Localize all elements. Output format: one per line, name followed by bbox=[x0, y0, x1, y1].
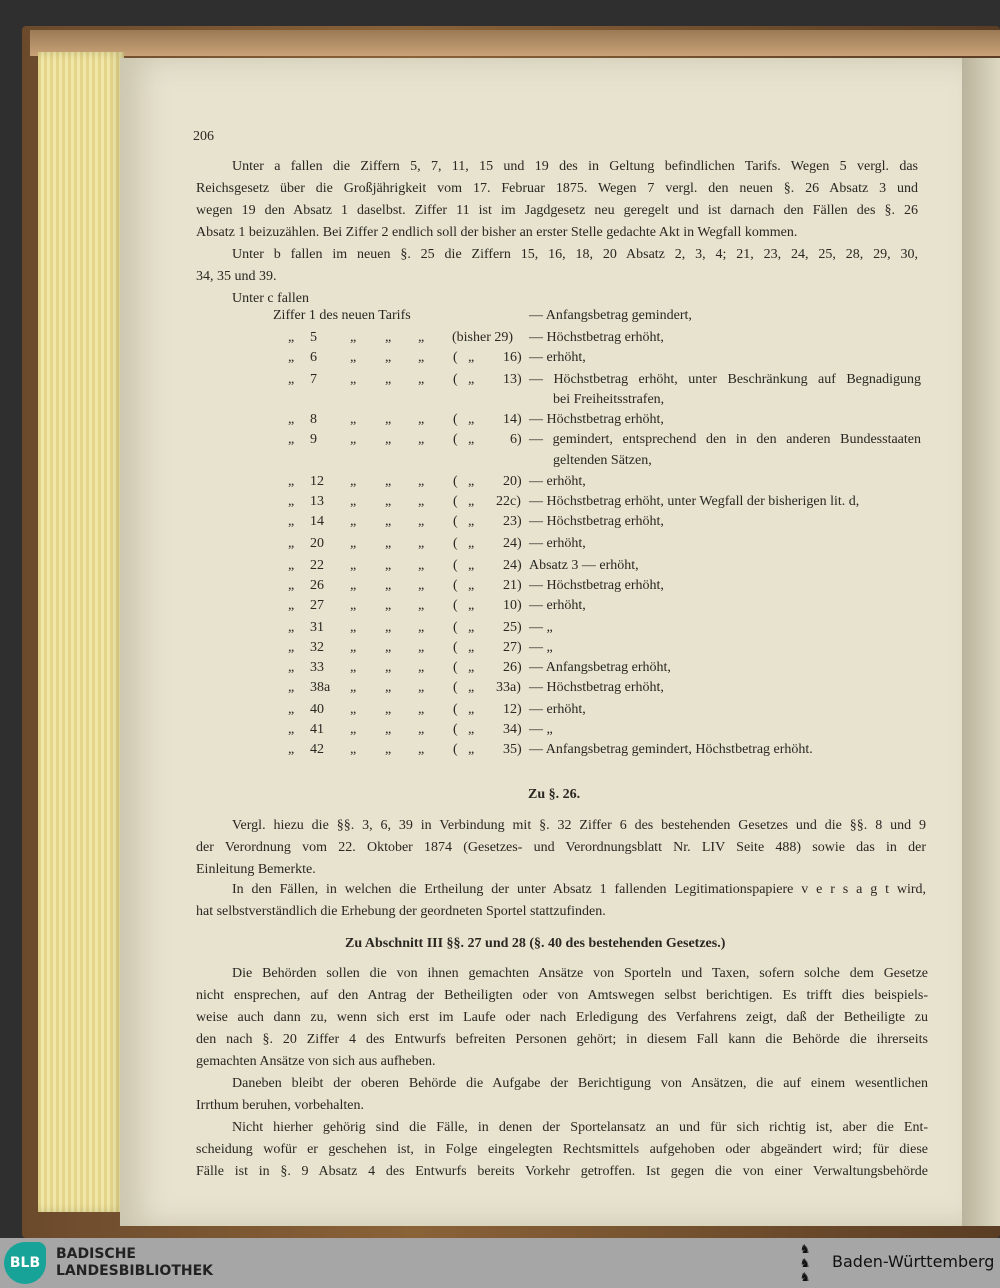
table-text: — „ bbox=[529, 640, 553, 655]
intro-line: wegen 19 den Absatz 1 daselbst. Ziffer 11 ist im Jagdgesetz neu geregelt und ist darnach den Fällen des §. 26 bbox=[196, 203, 918, 218]
ditto-mark: „ bbox=[350, 660, 357, 675]
ditto-mark: „ bbox=[418, 536, 425, 551]
table-ziffer: 42 bbox=[310, 742, 324, 757]
lions-coat-of-arms-icon: ♞ ♞ ♞ bbox=[799, 1242, 811, 1284]
intro-line: Absatz 1 beizuzählen. Bei Ziffer 2 endlich soll der bisher an erster Stelle gedachte Akt in Wegfall kommen. bbox=[196, 225, 798, 240]
ditto-mark: „ bbox=[350, 722, 357, 737]
section-27-line: weise auch dann zu, wenn sich erst im Laufe oder nach Erledigung des Verfahrens zeigt, daß der Betheiligte zu bbox=[196, 1010, 928, 1025]
table-text: — Höchstbetrag erhöht, bbox=[529, 412, 664, 427]
ditto-mark: „ bbox=[350, 474, 357, 489]
section-27-line: gemachten Ansätze von sich aus aufheben. bbox=[196, 1054, 436, 1069]
section-27-line: Fälle ist in §. 9 Absatz 4 des Entwurfs bereits Vorkehr getroffen. Ist gegen die von einer Verwaltungsbehörde bbox=[196, 1164, 928, 1179]
section-27-line: den nach §. 20 Ziffer 4 des Entwurfs befreiten Personen gehört; in diesem Fall kann die Behörde die ihrerseits bbox=[196, 1032, 928, 1047]
ditto-mark: „ bbox=[418, 558, 425, 573]
ditto-mark: „ bbox=[350, 620, 357, 635]
section-27-heading: Zu Abschnitt III §§. 27 und 28 (§. 40 des bestehenden Gesetzes.) bbox=[345, 936, 726, 951]
blb-logo-text: BLB bbox=[9, 1255, 41, 1271]
table-bisher: 26) bbox=[503, 660, 522, 675]
ditto-mark: „ bbox=[418, 722, 425, 737]
ditto-mark: „ bbox=[418, 474, 425, 489]
intro-line: Unter a fallen die Ziffern 5, 7, 11, 15 und 19 des in Geltung befindlichen Tarifs. Wegen 5 vergl. das bbox=[232, 159, 918, 174]
section-27-line: Die Behörden sollen die von ihnen gemachten Ansätze von Sporteln und Taxen, sofern solche dem Gesetze bbox=[232, 966, 928, 981]
table-text-cont: bei Freiheitsstrafen, bbox=[553, 392, 665, 407]
table-bisher: 10) bbox=[503, 598, 522, 613]
page-number: 206 bbox=[193, 129, 214, 144]
ditto-mark: „ bbox=[350, 494, 357, 509]
intro-line: Unter c fallen bbox=[232, 291, 309, 306]
table-bisher: 35) bbox=[503, 742, 522, 757]
ditto-mark: „ bbox=[350, 372, 357, 387]
table-text: Absatz 3 — erhöht, bbox=[529, 558, 639, 573]
table-bisher: 23) bbox=[503, 514, 522, 529]
facing-page-edge bbox=[962, 58, 1000, 1226]
book-cover-top bbox=[30, 30, 1000, 56]
section-27-line: nicht ensprechen, auf den Antrag der Betheiligten oder von Amtswegen selbst berichtigen. Es trifft dies beispiels- bbox=[196, 988, 928, 1003]
ditto-mark: „ bbox=[288, 494, 295, 509]
table-text: — „ bbox=[529, 722, 553, 737]
table-bisher: 33a) bbox=[496, 680, 521, 695]
ditto-mark: „ bbox=[418, 702, 425, 717]
table-ziffer: 12 bbox=[310, 474, 324, 489]
ditto-mark: „ bbox=[385, 640, 392, 655]
ditto-mark: „ bbox=[350, 350, 357, 365]
table-first-text: — Anfangsbetrag gemindert, bbox=[529, 308, 692, 323]
section-26-line: der Verordnung vom 22. Oktober 1874 (Gesetzes- und Verordnungsblatt Nr. LIV Seite 488) sowie das in der bbox=[196, 840, 926, 855]
table-text: — Höchstbetrag erhöht, bbox=[529, 514, 664, 529]
ditto-mark: „ bbox=[418, 494, 425, 509]
table-bisher: 24) bbox=[503, 558, 522, 573]
ditto-mark: „ bbox=[468, 640, 475, 655]
table-bisher: 25) bbox=[503, 620, 522, 635]
paren: ( bbox=[453, 680, 458, 695]
ditto-mark: „ bbox=[385, 536, 392, 551]
ditto-mark: „ bbox=[288, 474, 295, 489]
table-text: — Höchstbetrag erhöht, bbox=[529, 680, 664, 695]
paren: ( bbox=[453, 494, 458, 509]
table-ziffer: 9 bbox=[310, 432, 317, 447]
ditto-mark: „ bbox=[288, 702, 295, 717]
ditto-mark: „ bbox=[350, 432, 357, 447]
ditto-mark: „ bbox=[385, 350, 392, 365]
table-ziffer: 26 bbox=[310, 578, 324, 593]
ditto-mark: „ bbox=[350, 640, 357, 655]
ditto-mark: „ bbox=[468, 558, 475, 573]
section-26-line: Einleitung Bemerkte. bbox=[196, 862, 316, 877]
ditto-mark: „ bbox=[418, 350, 425, 365]
ditto-mark: „ bbox=[288, 640, 295, 655]
table-ziffer: 8 bbox=[310, 412, 317, 427]
table-ziffer: 6 bbox=[310, 350, 317, 365]
ditto-mark: „ bbox=[385, 680, 392, 695]
paren: ( bbox=[453, 620, 458, 635]
ditto-mark: „ bbox=[418, 640, 425, 655]
table-bisher: (bisher 29) bbox=[452, 330, 514, 345]
ditto-mark: „ bbox=[418, 372, 425, 387]
ditto-mark: „ bbox=[288, 412, 295, 427]
table-bisher: 6) bbox=[510, 432, 522, 447]
paren: ( bbox=[453, 350, 458, 365]
ditto-mark: „ bbox=[350, 702, 357, 717]
paren: ( bbox=[453, 412, 458, 427]
ditto-mark: „ bbox=[418, 598, 425, 613]
section-27-line: Daneben bleibt der oberen Behörde die Aufgabe der Berichtigung von Ansätzen, die auf einem wesentlichen bbox=[232, 1076, 928, 1091]
paren: ( bbox=[453, 578, 458, 593]
section-27-line: Nicht hierher gehörig sind die Fälle, in denen der Sportelansatz an und für sich richtig ist, aber die Ent- bbox=[232, 1120, 928, 1135]
paren: ( bbox=[453, 514, 458, 529]
intro-line: 34, 35 und 39. bbox=[196, 269, 277, 284]
ditto-mark: „ bbox=[468, 372, 475, 387]
table-ziffer: 32 bbox=[310, 640, 324, 655]
paren: ( bbox=[453, 536, 458, 551]
ditto-mark: „ bbox=[385, 330, 392, 345]
intro-line: Reichsgesetz über die Großjährigkeit vom 17. Februar 1875. Wegen 7 vergl. den neuen §. 26 Absatz 3 und bbox=[196, 181, 918, 196]
ditto-mark: „ bbox=[288, 598, 295, 613]
ditto-mark: „ bbox=[385, 412, 392, 427]
table-text: — Höchstbetrag erhöht, bbox=[529, 330, 664, 345]
table-bisher: 34) bbox=[503, 722, 522, 737]
ditto-mark: „ bbox=[350, 578, 357, 593]
ditto-mark: „ bbox=[385, 474, 392, 489]
ditto-mark: „ bbox=[468, 412, 475, 427]
ditto-mark: „ bbox=[418, 680, 425, 695]
table-ziffer: 38a bbox=[310, 680, 331, 695]
ditto-mark: „ bbox=[468, 702, 475, 717]
table-text-cont: geltenden Sätzen, bbox=[553, 453, 652, 468]
table-ziffer: 41 bbox=[310, 722, 324, 737]
ditto-mark: „ bbox=[288, 330, 295, 345]
table-bisher: 24) bbox=[503, 536, 522, 551]
state-name: Baden-Württemberg bbox=[832, 1252, 995, 1271]
table-ziffer: 40 bbox=[310, 702, 324, 717]
ditto-mark: „ bbox=[288, 514, 295, 529]
ditto-mark: „ bbox=[418, 620, 425, 635]
ditto-mark: „ bbox=[288, 350, 295, 365]
ditto-mark: „ bbox=[350, 412, 357, 427]
ditto-mark: „ bbox=[418, 514, 425, 529]
ditto-mark: „ bbox=[288, 620, 295, 635]
section-26-line: hat selbstverständlich die Erhebung der geordneten Sportel stattzufinden. bbox=[196, 904, 606, 919]
ditto-mark: „ bbox=[418, 330, 425, 345]
section-26-heading: Zu §. 26. bbox=[528, 787, 581, 802]
table-bisher: 14) bbox=[503, 412, 522, 427]
table-ziffer: 27 bbox=[310, 598, 324, 613]
ditto-mark: „ bbox=[468, 494, 475, 509]
paren: ( bbox=[453, 640, 458, 655]
ditto-mark: „ bbox=[288, 578, 295, 593]
ditto-mark: „ bbox=[468, 742, 475, 757]
ditto-mark: „ bbox=[288, 722, 295, 737]
ditto-mark: „ bbox=[468, 680, 475, 695]
section-27-line: Irrthum beruhen, vorbehalten. bbox=[196, 1098, 364, 1113]
ditto-mark: „ bbox=[288, 742, 295, 757]
table-text: — „ bbox=[529, 620, 553, 635]
table-text: — erhöht, bbox=[529, 536, 586, 551]
ditto-mark: „ bbox=[468, 660, 475, 675]
table-text: — erhöht, bbox=[529, 474, 586, 489]
ditto-mark: „ bbox=[350, 742, 357, 757]
table-ziffer: 20 bbox=[310, 536, 324, 551]
ditto-mark: „ bbox=[468, 578, 475, 593]
ditto-mark: „ bbox=[385, 432, 392, 447]
table-ziffer: 7 bbox=[310, 372, 317, 387]
library-name-line1: BADISCHE bbox=[56, 1246, 136, 1262]
paren: ( bbox=[453, 742, 458, 757]
ditto-mark: „ bbox=[468, 598, 475, 613]
table-ziffer: 14 bbox=[310, 514, 324, 529]
paren: ( bbox=[453, 432, 458, 447]
ditto-mark: „ bbox=[385, 558, 392, 573]
table-bisher: 27) bbox=[503, 640, 522, 655]
table-bisher: 12) bbox=[503, 702, 522, 717]
ditto-mark: „ bbox=[418, 660, 425, 675]
blb-logo[interactable] bbox=[4, 1242, 46, 1284]
ditto-mark: „ bbox=[468, 536, 475, 551]
table-ziffer: 13 bbox=[310, 494, 324, 509]
table-ziffer: 33 bbox=[310, 660, 324, 675]
footer-bar bbox=[0, 1238, 1000, 1288]
table-ziffer: 31 bbox=[310, 620, 324, 635]
ditto-mark: „ bbox=[350, 330, 357, 345]
table-bisher: 22c) bbox=[496, 494, 521, 509]
ditto-mark: „ bbox=[385, 494, 392, 509]
table-text: — Höchstbetrag erhöht, bbox=[529, 578, 664, 593]
ditto-mark: „ bbox=[468, 350, 475, 365]
section-27-line: scheidung wofür er geschehen ist, in Folge eingelegten Rechtsmittels aufgehoben oder abgeändert wird; für diese bbox=[196, 1142, 928, 1157]
ditto-mark: „ bbox=[385, 578, 392, 593]
ditto-mark: „ bbox=[385, 660, 392, 675]
ditto-mark: „ bbox=[468, 514, 475, 529]
table-text: — Höchstbetrag erhöht, unter Wegfall der bisherigen lit. d, bbox=[529, 494, 860, 509]
table-bisher: 20) bbox=[503, 474, 522, 489]
paren: ( bbox=[453, 660, 458, 675]
table-bisher: 16) bbox=[503, 350, 522, 365]
ditto-mark: „ bbox=[288, 372, 295, 387]
table-bisher: 21) bbox=[503, 578, 522, 593]
table-text: — gemindert, entsprechend den in den anderen Bundesstaaten bbox=[529, 432, 921, 447]
ditto-mark: „ bbox=[385, 702, 392, 717]
page-edges bbox=[38, 52, 124, 1212]
table-text: — Anfangsbetrag gemindert, Höchstbetrag erhöht. bbox=[529, 742, 813, 757]
paren: ( bbox=[453, 372, 458, 387]
ditto-mark: „ bbox=[385, 598, 392, 613]
table-ziffer: 5 bbox=[310, 330, 317, 345]
ditto-mark: „ bbox=[288, 558, 295, 573]
table-text: — Höchstbetrag erhöht, unter Beschränkung auf Begnadigung bbox=[529, 372, 921, 387]
ditto-mark: „ bbox=[418, 578, 425, 593]
table-text: — erhöht, bbox=[529, 350, 586, 365]
section-26-line: Vergl. hiezu die §§. 3, 6, 39 in Verbindung mit §. 32 Ziffer 6 des bestehenden Gesetzes und die §§. 8 und 9 bbox=[232, 818, 926, 833]
ditto-mark: „ bbox=[418, 742, 425, 757]
ditto-mark: „ bbox=[468, 620, 475, 635]
ditto-mark: „ bbox=[350, 598, 357, 613]
paren: ( bbox=[453, 474, 458, 489]
ditto-mark: „ bbox=[288, 660, 295, 675]
ditto-mark: „ bbox=[385, 620, 392, 635]
paren: ( bbox=[453, 598, 458, 613]
table-ziffer: 22 bbox=[310, 558, 324, 573]
ditto-mark: „ bbox=[385, 372, 392, 387]
ditto-mark: „ bbox=[288, 680, 295, 695]
table-text: — erhöht, bbox=[529, 598, 586, 613]
ditto-mark: „ bbox=[288, 432, 295, 447]
table-text: — erhöht, bbox=[529, 702, 586, 717]
ditto-mark: „ bbox=[350, 558, 357, 573]
ditto-mark: „ bbox=[385, 514, 392, 529]
ditto-mark: „ bbox=[468, 722, 475, 737]
ditto-mark: „ bbox=[288, 536, 295, 551]
library-name bbox=[56, 1246, 213, 1280]
library-name-line2: LANDESBIBLIOTHEK bbox=[56, 1263, 214, 1279]
ditto-mark: „ bbox=[418, 412, 425, 427]
ditto-mark: „ bbox=[350, 680, 357, 695]
intro-line: Unter b fallen im neuen §. 25 die Ziffern 15, 16, 18, 20 Absatz 2, 3, 4; 21, 23, 24, 25, 28, 29, 30, bbox=[232, 247, 918, 262]
book-page bbox=[120, 58, 962, 1226]
ditto-mark: „ bbox=[385, 722, 392, 737]
table-text: — Anfangsbetrag erhöht, bbox=[529, 660, 671, 675]
ditto-mark: „ bbox=[418, 432, 425, 447]
paren: ( bbox=[453, 702, 458, 717]
table-bisher: 13) bbox=[503, 372, 522, 387]
paren: ( bbox=[453, 722, 458, 737]
section-26-line: In den Fällen, in welchen die Ertheilung der unter Absatz 1 fallenden Legitimationspapiere v e r s a g t wird, bbox=[232, 882, 926, 897]
ditto-mark: „ bbox=[385, 742, 392, 757]
ditto-mark: „ bbox=[468, 432, 475, 447]
ditto-mark: „ bbox=[350, 514, 357, 529]
ditto-mark: „ bbox=[350, 536, 357, 551]
ditto-mark: „ bbox=[468, 474, 475, 489]
table-first-label: Ziffer 1 des neuen Tarifs bbox=[273, 308, 411, 323]
paren: ( bbox=[453, 558, 458, 573]
